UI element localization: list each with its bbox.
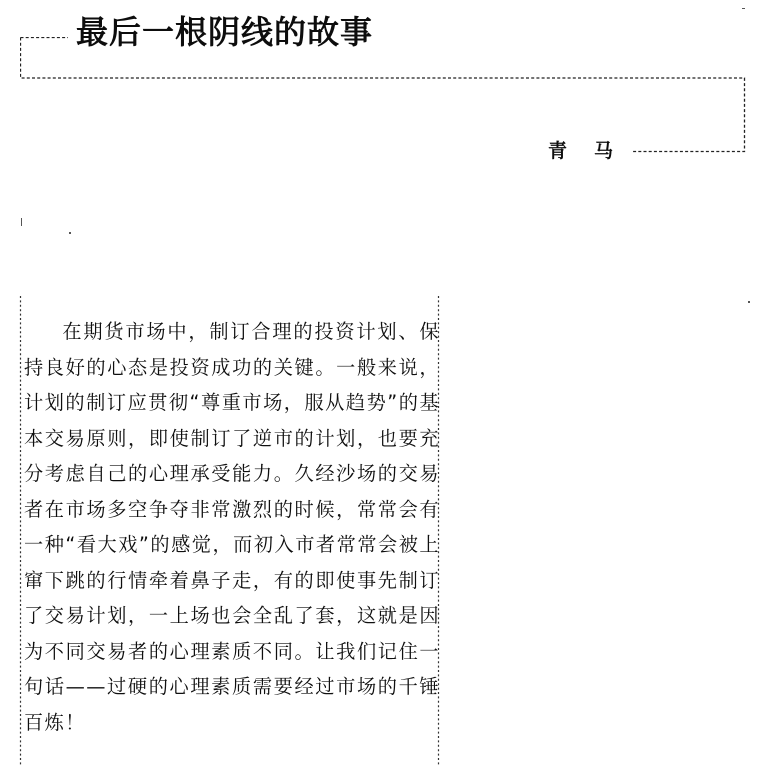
article-author: 青马 <box>548 140 641 162</box>
print-speck <box>748 301 750 303</box>
print-speck <box>742 8 745 9</box>
header-dashed-frame <box>20 37 746 154</box>
print-speck <box>21 218 22 226</box>
print-speck <box>69 232 71 234</box>
article-title: 最后一根阴线的故事 <box>76 13 374 51</box>
article-body: 在期货市场中，制订合理的投资计划、保持良好的心态是投资成功的关键。一般来说，计划的制订应贯彻“尊重市场，服从趋势”的基本交易原则，即使制订了逆市的计划，也要充分考虑自己的心理承受能力。久经沙场的交易者在市场多空争夺非常激烈的时候，常常会有一种“看大戏”的感觉，而初入市者常常会被上窜下跳的行情牵着鼻子走，有的即使事先制订了交易计划，一上场也会全乱了套，这就是因为不同交易者的心理素质不同。让我们记住一句话——过硬的心理素质需要经过市场的千锤百炼！ <box>24 320 440 734</box>
